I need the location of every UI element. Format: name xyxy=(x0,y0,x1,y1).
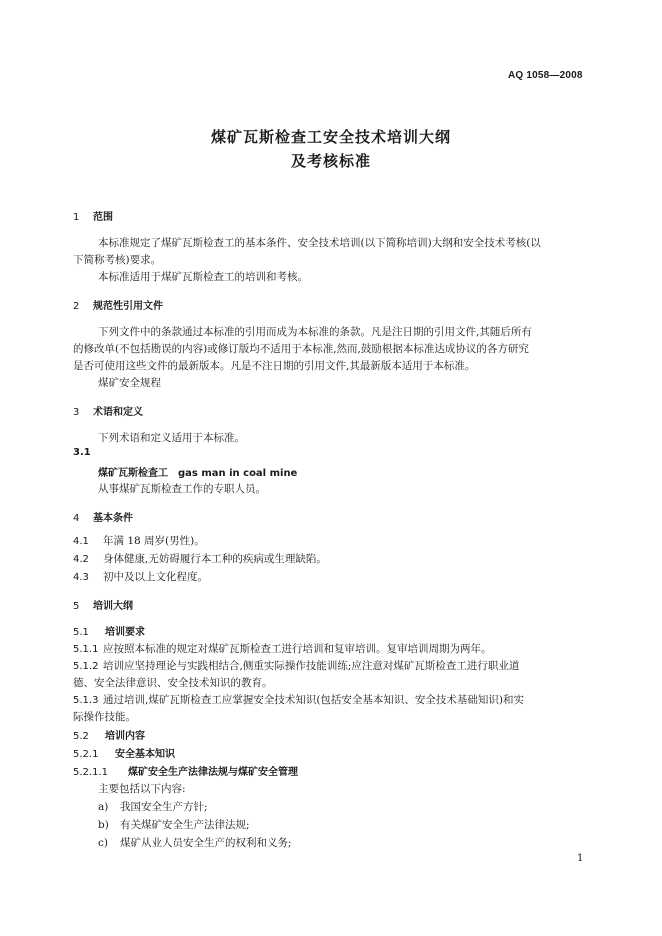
subsection-title: 煤矿安全生产法律法规与煤矿安全管理 xyxy=(128,767,298,778)
requirement-item xyxy=(73,569,208,584)
section-number: 1 xyxy=(73,212,80,223)
item-number: 4.3 xyxy=(73,572,89,583)
document-title-line-2: 及考核标准 xyxy=(290,152,371,170)
paragraph-line: 本标准规定了煤矿瓦斯检查工的基本条件、安全技术培训(以下简称培训)大纲和安全技术考核(以 xyxy=(98,237,541,249)
list-marker: c) xyxy=(98,837,108,849)
list-item-text: 煤矿从业人员安全生产的权利和义务; xyxy=(120,837,292,849)
clause xyxy=(73,658,519,673)
subsection-number: 5.2 xyxy=(73,731,89,742)
section-title: 规范性引用文件 xyxy=(93,301,163,312)
clause-continuation: 德、安全法律意识、安全技术知识的教育。 xyxy=(73,677,273,689)
subsection-title: 培训要求 xyxy=(105,627,145,638)
clause-text: 培训应坚持理论与实践相结合,侧重实际操作技能训练;应注意对煤矿瓦斯检查工进行职业道 xyxy=(103,660,520,672)
term-definition: 从事煤矿瓦斯检查工作的专职人员。 xyxy=(98,483,266,495)
list-marker: b) xyxy=(98,819,109,831)
clause-continuation: 际操作技能。 xyxy=(73,711,136,723)
section-title: 培训大纲 xyxy=(93,601,133,612)
subsection-title: 培训内容 xyxy=(105,731,145,742)
clause-number: 5.1.2 xyxy=(73,661,99,672)
clause-text: 通过培训,煤矿瓦斯检查工应掌握安全技术知识(包括安全基本知识、安全技术基础知识)和实 xyxy=(103,694,525,706)
section-1-heading xyxy=(73,208,113,223)
subsection-number: 5.1 xyxy=(73,627,89,638)
subsection-number: 5.2.1.1 xyxy=(73,767,108,778)
section-3-heading xyxy=(73,403,143,418)
page-number: 1 xyxy=(577,853,584,864)
item-number: 4.2 xyxy=(73,554,89,565)
item-number: 4.1 xyxy=(73,536,89,547)
clause-number: 5.1.3 xyxy=(73,695,99,706)
term-number: 3.1 xyxy=(73,447,91,458)
subsection-title: 安全基本知识 xyxy=(115,749,175,760)
paragraph-line: 下简称考核)要求。 xyxy=(73,254,162,266)
section-5-heading xyxy=(73,597,133,612)
clause xyxy=(73,692,524,707)
subsection-heading xyxy=(73,745,175,760)
section-number: 2 xyxy=(73,301,80,312)
requirement-item xyxy=(73,551,327,566)
list-marker: a) xyxy=(98,801,109,813)
section-2-heading xyxy=(73,297,163,312)
clause-number: 5.1.1 xyxy=(73,644,99,655)
clause xyxy=(73,641,492,656)
paragraph-line: 的修改单(不包括勘误的内容)或修订版均不适用于本标准,然而,鼓励根据本标准达成协议的各方研究 xyxy=(73,343,529,355)
item-text: 初中及以上文化程度。 xyxy=(103,571,208,583)
section-title: 术语和定义 xyxy=(93,407,143,418)
document-title-line-1: 煤矿瓦斯检查工安全技术培训大纲 xyxy=(210,128,451,146)
paragraph-line: 下列术语和定义适用于本标准。 xyxy=(98,432,245,444)
list-intro: 主要包括以下内容: xyxy=(98,783,186,795)
paragraph-line: 下列文件中的条款通过本标准的引用而成为本标准的条款。凡是注日期的引用文件,其随后所有 xyxy=(98,326,532,338)
subsection-heading xyxy=(73,763,298,778)
section-number: 4 xyxy=(73,513,80,524)
list-item xyxy=(98,799,208,814)
section-title: 基本条件 xyxy=(93,513,133,524)
list-item xyxy=(98,817,250,832)
list-item-text: 我国安全生产方针; xyxy=(120,801,208,813)
list-item-text: 有关煤矿安全生产法律法规; xyxy=(120,819,250,831)
normative-reference: 煤矿安全规程 xyxy=(98,377,161,389)
section-number: 3 xyxy=(73,407,80,418)
section-title: 范围 xyxy=(93,212,113,223)
subsection-number: 5.2.1 xyxy=(73,749,99,760)
paragraph-line: 本标准适用于煤矿瓦斯检查工的培训和考核。 xyxy=(98,271,308,283)
item-text: 身体健康,无妨碍履行本工种的疾病或生理缺陷。 xyxy=(103,553,327,565)
subsection-heading xyxy=(73,623,145,638)
clause-text: 应按照本标准的规定对煤矿瓦斯检查工进行培训和复审培训。复审培训周期为两年。 xyxy=(103,643,492,655)
term-title: 煤矿瓦斯检查工 gas man in coal mine xyxy=(98,468,298,479)
section-4-heading xyxy=(73,509,133,524)
list-item xyxy=(98,835,292,850)
section-number: 5 xyxy=(73,601,80,612)
item-text: 年满 18 周岁(男性)。 xyxy=(103,535,205,547)
standard-code: AQ 1058—2008 xyxy=(508,70,583,81)
requirement-item xyxy=(73,533,205,548)
subsection-heading xyxy=(73,727,145,742)
paragraph-line: 是否可使用这些文件的最新版本。凡是不注日期的引用文件,其最新版本适用于本标准。 xyxy=(73,360,476,372)
